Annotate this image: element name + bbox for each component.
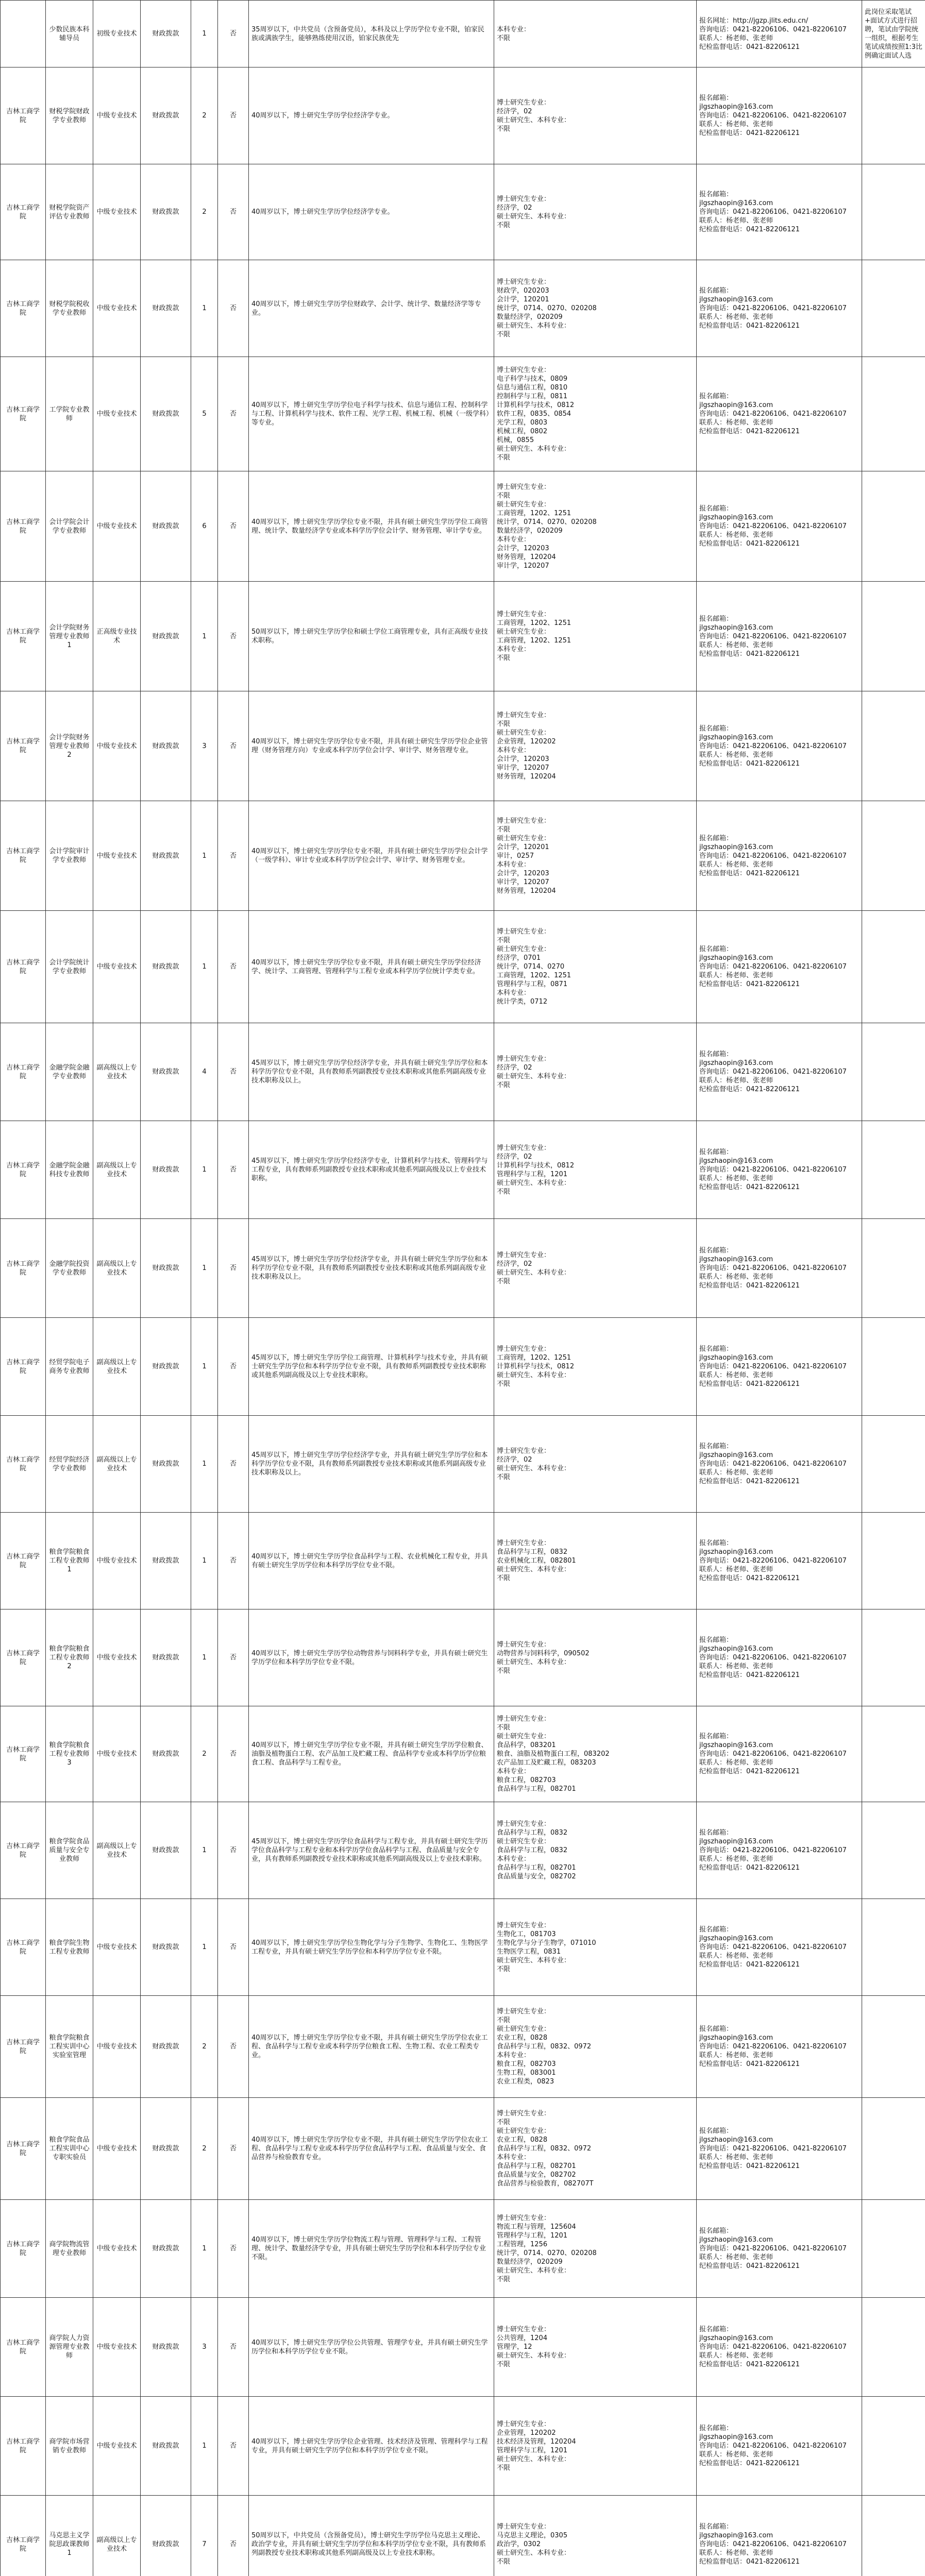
remarks-cell	[862, 164, 925, 260]
basic-requirements-cell: 45周岁以下，博士研究生学历学位食品科学与工程专业，并具有硕士研究生学历学位食品科学与工程专业和本科学历学位食品科学与工程、食品质量与安全专业，具有教师系列副教授专业技术职称或其他系列副高级及以上专业技术职称。	[249, 1802, 494, 1899]
post-level-cell: 中级专业技术	[93, 164, 141, 260]
basic-requirements-cell: 45周岁以下，博士研究生学历学位经济学专业，并具有硕士研究生学历学位和本科学历学位专业不限，具有教师系列副教授专业技术职称或其他系列副高级专业技术职称及以上。	[249, 1023, 494, 1121]
remarks-cell	[862, 1899, 925, 1996]
basic-requirements-cell: 45周岁以下，博士研究生学历学位经济学专业，计算机科学与技术、管理科学与工程专业，具有教师系列副教授专业技术职称或其他系列副高级及以上专业技术职称。	[249, 1121, 494, 1219]
remarks-cell	[862, 1996, 925, 2098]
education-requirements-cell: 博士研究生专业： 不限 硕士研究生专业： 经济学，0701 统计学，0714、0270 工商管理，1202、1251 管理科学与工程，0871 本科专业： 统计学类，0712	[494, 911, 697, 1023]
hire-count-cell: 1	[191, 1802, 218, 1899]
hire-count-cell: 2	[191, 164, 218, 260]
contact-info-cell: 报名邮箱： jlgszhaopin@163.com 咨询电话：0421-82206106、0421-82206107 联系人：杨老师、张老师 纪检监督电话：0421-82206121	[697, 1023, 862, 1121]
funding-type-cell: 财政拨款	[141, 1899, 191, 1996]
remarks-cell	[862, 801, 925, 911]
hire-count-cell: 1	[191, 582, 218, 691]
basic-requirements-cell: 45周岁以下，博士研究生学历学位工商管理、计算机科学与技术专业，并具有硕士研究生学历学位和本科学历学位专业不限，具有教师系列副教授专业技术职称或其他系列副高级及以上专业技术职称。	[249, 1318, 494, 1416]
post-name-cell: 会计学院财务管理专业教师2	[46, 691, 93, 801]
funding-type-cell: 财政拨款	[141, 2098, 191, 2200]
exam-required-cell: 否	[218, 1023, 249, 1121]
post-name-cell: 商学院市场营销专业教师	[46, 2397, 93, 2496]
post-level-cell: 中级专业技术	[93, 357, 141, 471]
contact-info-cell: 报名邮箱： jlgszhaopin@163.com 咨询电话：0421-82206106、0421-82206107 联系人：杨老师、张老师 纪检监督电话：0421-82206121	[697, 1996, 862, 2098]
basic-requirements-cell: 40周岁以下，博士研究生学历学位专业不限，并具有硕士研究生学历学位会计学（一级学科）、审计专业或本科学历学位会计学、审计学、财务管理专业。	[249, 801, 494, 911]
funding-type-cell: 财政拨款	[141, 1996, 191, 2098]
funding-type-cell: 财政拨款	[141, 1121, 191, 1219]
post-name-cell: 会计学院会计学专业教师	[46, 471, 93, 582]
contact-info-cell: 报名邮箱： jlgszhaopin@163.com 咨询电话：0421-82206106、0421-82206107 联系人：杨老师、张老师 纪检监督电话：0421-82206121	[697, 2098, 862, 2200]
table-row	[1, 1899, 925, 1996]
remarks-cell	[862, 1609, 925, 1706]
education-requirements-cell: 博士研究生专业： 经济学，02 计算机科学与技术，0812 管理科学与工程，1201 硕士研究生、本科专业： 不限	[494, 1121, 697, 1219]
post-level-cell: 中级专业技术	[93, 67, 141, 164]
contact-info-cell: 报名邮箱： jlgszhaopin@163.com 咨询电话：0421-82206106、0421-82206107 联系人：杨老师、张老师 纪检监督电话：0421-82206121	[697, 1899, 862, 1996]
funding-type-cell: 财政拨款	[141, 1023, 191, 1121]
contact-info-cell: 报名邮箱： jlgszhaopin@163.com 咨询电话：0421-82206106、0421-82206107 联系人：杨老师、张老师 纪检监督电话：0421-82206121	[697, 67, 862, 164]
post-level-cell: 中级专业技术	[93, 471, 141, 582]
exam-required-cell: 否	[218, 582, 249, 691]
table-row	[1, 1802, 925, 1899]
hire-count-cell: 1	[191, 1, 218, 67]
post-name-cell: 金融学院投资学专业教师	[46, 1219, 93, 1318]
post-name-cell: 粮食学院生物工程专业教师	[46, 1899, 93, 1996]
education-requirements-cell: 博士研究生专业： 物流工程与管理，125604 管理科学与工程，1201 工程管理，1256 统计学，0714、0270、020208 数量经济学，020209 硕士研究生、本科专业： 不限	[494, 2200, 697, 2298]
remarks-cell	[862, 2496, 925, 2576]
unit-cell: 吉林工商学院	[1, 2397, 46, 2496]
table-row	[1, 911, 925, 1023]
unit-cell: 吉林工商学院	[1, 1219, 46, 1318]
funding-type-cell: 财政拨款	[141, 582, 191, 691]
unit-cell: 吉林工商学院	[1, 1023, 46, 1121]
unit-cell: 吉林工商学院	[1, 801, 46, 911]
post-level-cell: 正高级专业技术	[93, 582, 141, 691]
exam-required-cell: 否	[218, 2496, 249, 2576]
exam-required-cell: 否	[218, 1609, 249, 1706]
table-row	[1, 582, 925, 691]
exam-required-cell: 否	[218, 2098, 249, 2200]
remarks-cell	[862, 1318, 925, 1416]
basic-requirements-cell: 40周岁以下，博士研究生学历学位专业不限，并具有硕士研究生学历学位企业管理（财务管理方向）专业或本科学历学位会计学、审计学、财务管理专业。	[249, 691, 494, 801]
contact-info-cell: 报名邮箱： jlgszhaopin@163.com 咨询电话：0421-82206106、0421-82206107 联系人：杨老师、张老师 纪检监督电话：0421-82206121	[697, 260, 862, 357]
exam-required-cell: 否	[218, 357, 249, 471]
unit-cell: 吉林工商学院	[1, 1802, 46, 1899]
funding-type-cell: 财政拨款	[141, 1609, 191, 1706]
exam-required-cell: 否	[218, 260, 249, 357]
unit-cell: 吉林工商学院	[1, 471, 46, 582]
contact-info-cell: 报名邮箱： jlgszhaopin@163.com 咨询电话：0421-82206106、0421-82206107 联系人：杨老师、张老师 纪检监督电话：0421-82206121	[697, 1609, 862, 1706]
post-level-cell: 副高级以上专业技术	[93, 1023, 141, 1121]
hire-count-cell: 2	[191, 1996, 218, 2098]
basic-requirements-cell: 40周岁以下，博士研究生学历学位专业不限，并具有硕士研究生学历学位经济学、统计学、工商管理、管理科学与工程专业或本科学历学位统计学类专业。	[249, 911, 494, 1023]
unit-cell: 吉林工商学院	[1, 1899, 46, 1996]
table-row	[1, 1706, 925, 1802]
exam-required-cell: 否	[218, 2298, 249, 2397]
education-requirements-cell: 博士研究生专业： 马克思主义理论，0305 政治学，0302 硕士研究生、本科专业： 不限	[494, 2496, 697, 2576]
remarks-cell	[862, 1416, 925, 1513]
exam-required-cell: 否	[218, 1, 249, 67]
funding-type-cell: 财政拨款	[141, 691, 191, 801]
table-row	[1, 801, 925, 911]
basic-requirements-cell: 40周岁以下，博士研究生学历学位财政学、会计学、统计学、数量经济学等专业。	[249, 260, 494, 357]
exam-required-cell: 否	[218, 2200, 249, 2298]
basic-requirements-cell: 45周岁以下，博士研究生学历学位经济学专业，并具有硕士研究生学历学位和本科学历学位专业不限，具有教师系列副教授专业技术职称或其他系列副高级专业技术职称及以上。	[249, 1219, 494, 1318]
post-name-cell: 粮食学院粮食工程专业教师1	[46, 1513, 93, 1609]
unit-cell: 吉林工商学院	[1, 1416, 46, 1513]
post-level-cell: 中级专业技术	[93, 801, 141, 911]
contact-info-cell: 报名邮箱： jlgszhaopin@163.com 咨询电话：0421-82206106、0421-82206107 联系人：杨老师、张老师 纪检监督电话：0421-82206121	[697, 2298, 862, 2397]
table-row	[1, 1023, 925, 1121]
funding-type-cell: 财政拨款	[141, 1, 191, 67]
hire-count-cell: 3	[191, 691, 218, 801]
post-level-cell: 副高级以上专业技术	[93, 1802, 141, 1899]
exam-required-cell: 否	[218, 1706, 249, 1802]
funding-type-cell: 财政拨款	[141, 67, 191, 164]
education-requirements-cell: 博士研究生专业： 不限 硕士研究生专业： 工商管理，1202、1251 统计学，0714、0270、020208 数量经济学，020209 本科专业： 会计学，120203 财务管理，120204 审计学，120207	[494, 471, 697, 582]
funding-type-cell: 财政拨款	[141, 1706, 191, 1802]
funding-type-cell: 财政拨款	[141, 164, 191, 260]
education-requirements-cell: 博士研究生专业： 企业管理，120202 技术经济及管理，120204 管理科学与工程，1201 硕士研究生、本科专业： 不限	[494, 2397, 697, 2496]
table-row	[1, 1219, 925, 1318]
table-row	[1, 1996, 925, 2098]
exam-required-cell: 否	[218, 2397, 249, 2496]
hire-count-cell: 1	[191, 801, 218, 911]
table-row	[1, 67, 925, 164]
hire-count-cell: 1	[191, 911, 218, 1023]
hire-count-cell: 1	[191, 1318, 218, 1416]
post-level-cell: 中级专业技术	[93, 2098, 141, 2200]
exam-required-cell: 否	[218, 1219, 249, 1318]
table-row	[1, 471, 925, 582]
exam-required-cell: 否	[218, 691, 249, 801]
table-row	[1, 1609, 925, 1706]
table-row	[1, 1318, 925, 1416]
post-level-cell: 中级专业技术	[93, 2200, 141, 2298]
contact-info-cell: 报名邮箱： jlgszhaopin@163.com 咨询电话：0421-82206106、0421-82206107 联系人：杨老师、张老师 纪检监督电话：0421-82206121	[697, 2200, 862, 2298]
basic-requirements-cell: 40周岁以下，博士研究生学历学位专业不限，并具有硕士研究生学历学位农业工程、食品科学与工程专业或本科学历学位粮食工程、生物工程、农业工程类专业。	[249, 1996, 494, 2098]
contact-info-cell: 报名邮箱： jlgszhaopin@163.com 咨询电话：0421-82206106、0421-82206107 联系人：杨老师、张老师 纪检监督电话：0421-82206121	[697, 2496, 862, 2576]
exam-required-cell: 否	[218, 67, 249, 164]
hire-count-cell: 1	[191, 1609, 218, 1706]
hire-count-cell: 7	[191, 2496, 218, 2576]
post-level-cell: 副高级以上专业技术	[93, 1121, 141, 1219]
table-row	[1, 2298, 925, 2397]
basic-requirements-cell: 40周岁以下，博士研究生学历学位公共管理、管理学专业，并具有硕士研究生学历学位和本科学历学位专业不限。	[249, 2298, 494, 2397]
contact-info-cell: 报名邮箱： jlgszhaopin@163.com 咨询电话：0421-82206106、0421-82206107 联系人：杨老师、张老师 纪检监督电话：0421-82206121	[697, 471, 862, 582]
contact-info-cell: 报名邮箱： jlgszhaopin@163.com 咨询电话：0421-82206106、0421-82206107 联系人：杨老师、张老师 纪检监督电话：0421-82206121	[697, 1121, 862, 1219]
education-requirements-cell: 博士研究生专业： 食品科学与工程，0832 硕士研究生专业： 食品科学与工程，0832 本科专业： 食品科学与工程，082701 食品质量与安全，082702	[494, 1802, 697, 1899]
funding-type-cell: 财政拨款	[141, 1318, 191, 1416]
unit-cell: 吉林工商学院	[1, 1996, 46, 2098]
contact-info-cell: 报名邮箱： jlgszhaopin@163.com 咨询电话：0421-82206106、0421-82206107 联系人：杨老师、张老师 纪检监督电话：0421-82206121	[697, 1219, 862, 1318]
education-requirements-cell: 博士研究生专业： 工商管理，1202、1251 计算机科学与技术，0812 硕士研究生、本科专业： 不限	[494, 1318, 697, 1416]
post-level-cell: 中级专业技术	[93, 1996, 141, 2098]
funding-type-cell: 财政拨款	[141, 260, 191, 357]
exam-required-cell: 否	[218, 1318, 249, 1416]
education-requirements-cell: 博士研究生专业： 不限 硕士研究生专业： 农业工程，0828 食品科学与工程，0832、0972 本科专业： 粮食工程，082703 生物工程，083001 农业工程类，0823	[494, 1996, 697, 2098]
funding-type-cell: 财政拨款	[141, 2298, 191, 2397]
exam-required-cell: 否	[218, 1121, 249, 1219]
contact-info-cell: 报名邮箱： jlgszhaopin@163.com 咨询电话：0421-82206106、0421-82206107 联系人：杨老师、张老师 纪检监督电话：0421-82206121	[697, 164, 862, 260]
unit-cell: 吉林工商学院	[1, 67, 46, 164]
table-row	[1, 260, 925, 357]
table-row	[1, 2200, 925, 2298]
hire-count-cell: 5	[191, 357, 218, 471]
post-level-cell: 中级专业技术	[93, 691, 141, 801]
funding-type-cell: 财政拨款	[141, 1219, 191, 1318]
post-level-cell: 中级专业技术	[93, 1513, 141, 1609]
basic-requirements-cell: 40周岁以下，博士研究生学历学位经济学专业。	[249, 164, 494, 260]
remarks-cell	[862, 911, 925, 1023]
contact-info-cell: 报名邮箱： jlgszhaopin@163.com 咨询电话：0421-82206106、0421-82206107 联系人：杨老师、张老师 纪检监督电话：0421-82206121	[697, 2397, 862, 2496]
education-requirements-cell: 博士研究生专业： 经济学，02 硕士研究生、本科专业： 不限	[494, 67, 697, 164]
remarks-cell	[862, 582, 925, 691]
table-row	[1, 1, 925, 67]
remarks-cell	[862, 1513, 925, 1609]
remarks-cell	[862, 1802, 925, 1899]
contact-info-cell: 报名邮箱： jlgszhaopin@163.com 咨询电话：0421-82206106、0421-82206107 联系人：杨老师、张老师 纪检监督电话：0421-82206121	[697, 1802, 862, 1899]
education-requirements-cell: 博士研究生专业： 不限 硕士研究生专业： 食品科学，083201 粮食、油脂及植物蛋白工程，083202 农产品加工及贮藏工程，083203 本科专业： 粮食工程，082703 食品科学与工程，082701	[494, 1706, 697, 1802]
table-row	[1, 357, 925, 471]
contact-info-cell: 报名邮箱： jlgszhaopin@163.com 咨询电话：0421-82206106、0421-82206107 联系人：杨老师、张老师 纪检监督电话：0421-82206121	[697, 357, 862, 471]
unit-cell: 吉林工商学院	[1, 164, 46, 260]
unit-cell: 吉林工商学院	[1, 691, 46, 801]
post-name-cell: 粮食学院食品质量与安全专业教师	[46, 1802, 93, 1899]
funding-type-cell: 财政拨款	[141, 1416, 191, 1513]
unit-cell: 吉林工商学院	[1, 1609, 46, 1706]
table-row	[1, 2496, 925, 2576]
remarks-cell	[862, 691, 925, 801]
hire-count-cell: 1	[191, 260, 218, 357]
hire-count-cell: 2	[191, 2098, 218, 2200]
unit-cell: 吉林工商学院	[1, 1706, 46, 1802]
basic-requirements-cell: 40周岁以下，博士研究生学历学位专业不限，并具有硕士研究生学历学位工商管理、统计学、数量经济学专业或本科学历学位会计学、财务管理、审计学专业。	[249, 471, 494, 582]
post-name-cell: 会计学院统计学专业教师	[46, 911, 93, 1023]
education-requirements-cell: 博士研究生专业： 不限 硕士研究生专业： 会计学，120201 审计，0257 本科专业： 会计学，120203 审计学，120207 财务管理，120204	[494, 801, 697, 911]
funding-type-cell: 财政拨款	[141, 801, 191, 911]
table-row	[1, 2098, 925, 2200]
post-name-cell: 少数民族本科辅导员	[46, 1, 93, 67]
hire-count-cell: 1	[191, 1219, 218, 1318]
post-name-cell: 粮食学院粮食工程专业教师3	[46, 1706, 93, 1802]
post-level-cell: 中级专业技术	[93, 1609, 141, 1706]
basic-requirements-cell: 40周岁以下，博士研究生学历学位动物营养与饲料科学专业，并具有硕士研究生学历学位和本科学历学位专业不限。	[249, 1609, 494, 1706]
unit-cell: 吉林工商学院	[1, 260, 46, 357]
post-name-cell: 会计学院财务管理专业教师1	[46, 582, 93, 691]
education-requirements-cell: 博士研究生专业： 不限 硕士研究生专业： 企业管理，120202 本科专业： 会计学，120203 审计学，120207 财务管理，120204	[494, 691, 697, 801]
exam-required-cell: 否	[218, 1416, 249, 1513]
unit-cell: 吉林工商学院	[1, 2200, 46, 2298]
table-row	[1, 2397, 925, 2496]
basic-requirements-cell: 40周岁以下，博士研究生学历学位物流工程与管理、管理科学与工程、工程管理、统计学、数量经济学专业，并具有硕士研究生学历学位和本科学历学位专业不限。	[249, 2200, 494, 2298]
unit-cell: 吉林工商学院	[1, 2098, 46, 2200]
funding-type-cell: 财政拨款	[141, 357, 191, 471]
hire-count-cell: 2	[191, 1706, 218, 1802]
exam-required-cell: 否	[218, 471, 249, 582]
remarks-cell	[862, 1023, 925, 1121]
funding-type-cell: 财政拨款	[141, 1802, 191, 1899]
post-level-cell: 中级专业技术	[93, 911, 141, 1023]
post-level-cell: 中级专业技术	[93, 1706, 141, 1802]
post-name-cell: 粮食学院食品工程实训中心专职实验员	[46, 2098, 93, 2200]
remarks-cell	[862, 260, 925, 357]
hire-count-cell: 1	[191, 1899, 218, 1996]
education-requirements-cell: 博士研究生专业： 动物营养与饲料科学，090502 硕士研究生、本科专业： 不限	[494, 1609, 697, 1706]
table-row	[1, 1416, 925, 1513]
basic-requirements-cell: 40周岁以下，博士研究生学历学位电子科学与技术、信息与通信工程、控制科学与工程、计算机科学与技术、软件工程、光学工程、机械工程、机械（一级学科）等专业。	[249, 357, 494, 471]
contact-info-cell: 报名邮箱： jlgszhaopin@163.com 咨询电话：0421-82206106、0421-82206107 联系人：杨老师、张老师 纪检监督电话：0421-82206121	[697, 582, 862, 691]
education-requirements-cell: 本科专业： 不限	[494, 1, 697, 67]
contact-info-cell: 报名邮箱： jlgszhaopin@163.com 咨询电话：0421-82206106、0421-82206107 联系人：杨老师、张老师 纪检监督电话：0421-82206121	[697, 1513, 862, 1609]
education-requirements-cell: 博士研究生专业： 经济学，02 硕士研究生、本科专业： 不限	[494, 1219, 697, 1318]
hire-count-cell: 1	[191, 2200, 218, 2298]
education-requirements-cell: 博士研究生专业： 经济学，02 硕士研究生、本科专业： 不限	[494, 1023, 697, 1121]
education-requirements-cell: 博士研究生专业： 生物化工，081703 生物化学与分子生物学，071010 生物医学工程，0831 硕士研究生、本科专业： 不限	[494, 1899, 697, 1996]
exam-required-cell: 否	[218, 1996, 249, 2098]
post-level-cell: 副高级以上专业技术	[93, 2496, 141, 2576]
basic-requirements-cell: 40周岁以下，博士研究生学历学位食品科学与工程、农业机械化工程专业，并具有硕士研究生学历学位和本科学历学位专业不限。	[249, 1513, 494, 1609]
hire-count-cell: 1	[191, 1416, 218, 1513]
basic-requirements-cell: 50周岁以下，中共党员（含预备党员），博士研究生学历学位马克思主义理论、政治学专业，并具有硕士研究生学历学位和本科学历学位专业不限，具有教师系列副教授专业技术职称或其他系列副高级及以上专业技术职称。	[249, 2496, 494, 2576]
unit-cell	[1, 1, 46, 67]
education-requirements-cell: 博士研究生专业： 工商管理，1202、1251 硕士研究生专业： 工商管理，1202、1251 本科专业： 不限	[494, 582, 697, 691]
contact-info-cell: 报名邮箱： jlgszhaopin@163.com 咨询电话：0421-82206106、0421-82206107 联系人：杨老师、张老师 纪检监督电话：0421-82206121	[697, 911, 862, 1023]
post-name-cell: 经贸学院经济学专业教师	[46, 1416, 93, 1513]
contact-info-cell: 报名邮箱： jlgszhaopin@163.com 咨询电话：0421-82206106、0421-82206107 联系人：杨老师、张老师 纪检监督电话：0421-82206121	[697, 1706, 862, 1802]
contact-info-cell: 报名邮箱： jlgszhaopin@163.com 咨询电话：0421-82206106、0421-82206107 联系人：杨老师、张老师 纪检监督电话：0421-82206121	[697, 1416, 862, 1513]
unit-cell: 吉林工商学院	[1, 357, 46, 471]
education-requirements-cell: 博士研究生专业： 经济学，02 硕士研究生、本科专业： 不限	[494, 164, 697, 260]
unit-cell: 吉林工商学院	[1, 582, 46, 691]
education-requirements-cell: 博士研究生专业： 电子科学与技术，0809 信息与通信工程，0810 控制科学与工程，0811 计算机科学与技术，0812 软件工程，0835、0854 光学工程，0803 机械工程，0802 机械，0855 硕士研究生、本科专业： 不限	[494, 357, 697, 471]
post-name-cell: 财税学院财政学专业教师	[46, 67, 93, 164]
funding-type-cell: 财政拨款	[141, 471, 191, 582]
post-name-cell: 财税学院税收学专业教师	[46, 260, 93, 357]
contact-info-cell: 报名邮箱： jlgszhaopin@163.com 咨询电话：0421-82206106、0421-82206107 联系人：杨老师、张老师 纪检监督电话：0421-82206121	[697, 801, 862, 911]
post-name-cell: 马克思主义学院思政课教师1	[46, 2496, 93, 2576]
hire-count-cell: 1	[191, 2397, 218, 2496]
post-name-cell: 财税学院资产评估专业教师	[46, 164, 93, 260]
hire-count-cell: 6	[191, 471, 218, 582]
exam-required-cell: 否	[218, 801, 249, 911]
hire-count-cell: 1	[191, 1121, 218, 1219]
post-level-cell: 中级专业技术	[93, 260, 141, 357]
post-level-cell: 副高级以上专业技术	[93, 1416, 141, 1513]
remarks-cell	[862, 2298, 925, 2397]
funding-type-cell: 财政拨款	[141, 2496, 191, 2576]
remarks-cell	[862, 2397, 925, 2496]
basic-requirements-cell: 45周岁以下，博士研究生学历学位经济学专业，并具有硕士研究生学历学位和本科学历学位专业不限，具有教师系列副教授专业技术职称或其他系列副高级专业技术职称及以上。	[249, 1416, 494, 1513]
table-row	[1, 691, 925, 801]
exam-required-cell: 否	[218, 911, 249, 1023]
post-level-cell: 中级专业技术	[93, 2298, 141, 2397]
exam-required-cell: 否	[218, 1899, 249, 1996]
table-row	[1, 1513, 925, 1609]
exam-required-cell: 否	[218, 1513, 249, 1609]
contact-info-cell: 报名邮箱： jlgszhaopin@163.com 咨询电话：0421-82206106、0421-82206107 联系人：杨老师、张老师 纪检监督电话：0421-82206121	[697, 1318, 862, 1416]
post-name-cell: 金融学院金融科技专业教师	[46, 1121, 93, 1219]
education-requirements-cell: 博士研究生专业： 食品科学与工程，0832 农业机械化工程，082801 硕士研究生、本科专业： 不限	[494, 1513, 697, 1609]
hire-count-cell: 2	[191, 67, 218, 164]
education-requirements-cell: 博士研究生专业： 经济学，02 硕士研究生、本科专业： 不限	[494, 1416, 697, 1513]
hire-count-cell: 4	[191, 1023, 218, 1121]
unit-cell: 吉林工商学院	[1, 2496, 46, 2576]
funding-type-cell: 财政拨款	[141, 2397, 191, 2496]
unit-cell: 吉林工商学院	[1, 1513, 46, 1609]
table-row	[1, 1121, 925, 1219]
post-level-cell: 副高级以上专业技术	[93, 1219, 141, 1318]
post-name-cell: 商学院人力资源管理专业教师	[46, 2298, 93, 2397]
table-row	[1, 164, 925, 260]
funding-type-cell: 财政拨款	[141, 1513, 191, 1609]
post-level-cell: 初级专业技术	[93, 1, 141, 67]
remarks-cell	[862, 2200, 925, 2298]
funding-type-cell: 财政拨款	[141, 911, 191, 1023]
post-name-cell: 工学院专业教师	[46, 357, 93, 471]
remarks-cell	[862, 1219, 925, 1318]
recruitment-table-body	[1, 1, 925, 2576]
post-name-cell: 商学院物流管理专业教师	[46, 2200, 93, 2298]
basic-requirements-cell: 40周岁以下，博士研究生学历学位专业不限，并具有硕士研究生学历学位粮食、油脂及植物蛋白工程、农产品加工及贮藏工程、食品科学专业或本科学历学位粮食工程、食品科学与工程专业。	[249, 1706, 494, 1802]
post-level-cell: 中级专业技术	[93, 1899, 141, 1996]
post-name-cell: 金融学院金融学专业教师	[46, 1023, 93, 1121]
basic-requirements-cell: 50周岁以下，博士研究生学历学位和硕士学位工商管理专业，具有正高级专业技术职称。	[249, 582, 494, 691]
unit-cell: 吉林工商学院	[1, 1318, 46, 1416]
unit-cell: 吉林工商学院	[1, 911, 46, 1023]
basic-requirements-cell: 40周岁以下，博士研究生学历学位专业不限，并具有硕士研究生学历学位农业工程、食品科学与工程专业或本科学历学位食品科学与工程、食品质量与安全、食品营养与检验教育专业。	[249, 2098, 494, 2200]
post-name-cell: 粮食学院粮食工程专业教师2	[46, 1609, 93, 1706]
exam-required-cell: 否	[218, 164, 249, 260]
remarks-cell	[862, 1121, 925, 1219]
basic-requirements-cell: 40周岁以下，博士研究生学历学位经济学专业。	[249, 67, 494, 164]
unit-cell: 吉林工商学院	[1, 1121, 46, 1219]
hire-count-cell: 1	[191, 1513, 218, 1609]
education-requirements-cell: 博士研究生专业： 财政学，020203 会计学，120201 统计学，0714、0270、020208 数量经济学，020209 硕士研究生、本科专业： 不限	[494, 260, 697, 357]
post-name-cell: 粮食学院粮食工程实训中心实验室管理	[46, 1996, 93, 2098]
basic-requirements-cell: 40周岁以下，博士研究生学历学位生物化学与分子生物学、生物化工、生物医学工程专业，并具有硕士研究生学历学位和本科学历学位专业不限。	[249, 1899, 494, 1996]
post-level-cell: 中级专业技术	[93, 2397, 141, 2496]
funding-type-cell: 财政拨款	[141, 2200, 191, 2298]
post-name-cell: 会计学院审计学专业教师	[46, 801, 93, 911]
remarks-cell	[862, 357, 925, 471]
remarks-cell	[862, 1706, 925, 1802]
basic-requirements-cell: 35周岁以下，中共党员（含预备党员），本科及以上学历学位专业不限，铂家民族或满族学生，能够熟练使用汉语，铂家民族优先	[249, 1, 494, 67]
remarks-cell	[862, 2098, 925, 2200]
remarks-cell: 此岗位采取笔试+面试方式进行招聘，笔试由学院统一组织，根据考生笔试成绩按照1:3比例确定面试人选	[862, 1, 925, 67]
basic-requirements-cell: 40周岁以下，博士研究生学历学位企业管理、技术经济及管理、管理科学与工程专业，并具有硕士研究生学历学位和本科学历学位专业不限。	[249, 2397, 494, 2496]
post-name-cell: 经贸学院电子商务专业教师	[46, 1318, 93, 1416]
contact-info-cell: 报名网址：http://jgzp.jlits.edu.cn/ 咨询电话：0421-82206106、0421-82206107 联系人：杨老师、张老师 纪检监督电话：0421-82206121	[697, 1, 862, 67]
post-level-cell: 副高级以上专业技术	[93, 1318, 141, 1416]
unit-cell: 吉林工商学院	[1, 2298, 46, 2397]
hire-count-cell: 3	[191, 2298, 218, 2397]
contact-info-cell: 报名邮箱： jlgszhaopin@163.com 咨询电话：0421-82206106、0421-82206107 联系人：杨老师、张老师 纪检监督电话：0421-82206121	[697, 691, 862, 801]
exam-required-cell: 否	[218, 1802, 249, 1899]
education-requirements-cell: 博士研究生专业： 不限 硕士研究生专业： 农业工程，0828 食品科学与工程，0832、0972 本科专业： 食品科学与工程，082701 食品质量与安全，082702 食品营养与检验教育，082707T	[494, 2098, 697, 2200]
remarks-cell	[862, 67, 925, 164]
remarks-cell	[862, 471, 925, 582]
education-requirements-cell: 博士研究生专业： 公共管理，1204 管理学，12 硕士研究生、本科专业： 不限	[494, 2298, 697, 2397]
